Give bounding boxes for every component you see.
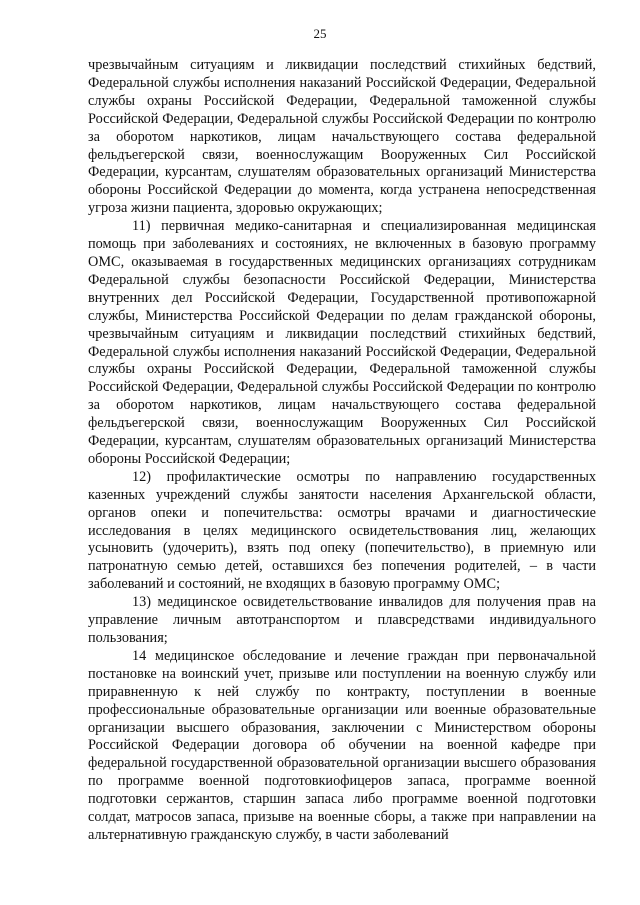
paragraph-item-13: 13) медицинское освидетельствование инвалидов для получения прав на управление личным автотранспортом и плавсредствами индивидуального пользования; bbox=[88, 594, 596, 646]
paragraph-item-14: 14 медицинское обследование и лечение граждан при первоначальной постановке на воинский учет, призыве или поступлении на военную службу или приравненную к ней службу по контракту, поступлении в военные профессиональные образовательные организации или военные образовательные организации высшего образования, заключении с Министерством обороны Российской Федерации договора об обучении на военной кафедре при федеральной государственной образовательной организации высшего образования по программе военной подготовкиофицеров запаса, программе военной подготовки сержантов, старшин запаса либо программе военной подготовки солдат, матросов запаса, призыве на военные сборы, а также при направлении на альтернативную гражданскую службу, в части заболеваний bbox=[88, 647, 596, 843]
page-number: 25 bbox=[313, 26, 327, 41]
paragraph-item-12: 12) профилактические осмотры по направлению государственных казенных учреждений службы занятости населения Архангельской области, органов опеки и попечительства: осмотры врачами и диагностические исследования в целях медицинского освидетельствования лиц, желающих усыновить (удочерить), взять под опеку (попечительство), в приемную или патронатную семью детей, оставшихся без попечения родителей, – в части заболеваний и состояний, не входящих в базовую программу ОМС; bbox=[88, 468, 596, 593]
paragraph-item-11: 11) первичная медико-санитарная и специализированная медицинская помощь при заболеваниях и состояниях, не включенных в базовую программу ОМС, оказываемая в государственных медицинских организациях сотрудникам Федеральной службы безопасности Российской Федерации, Министерства внутренних дел Российской Федерации, Государственной противопожарной службы, Министерства Российской Федерации по делам гражданской обороны, чрезвычайным ситуациям и ликвидации последствий стихийных бедствий, Федеральной службы исполнения наказаний Российской Федерации, Федеральной службы охраны Российской Федерации, Федеральной таможенной службы Российской Федерации, Федеральной службы Российской Федерации по контролю за оборотом наркотиков, лицам начальствующего состава федеральной фельдъегерской связи, военнослужащим Вооруженных Сил Российской Федерации, курсантам, слушателям образовательных организаций Министерства обороны Российской Федерации; bbox=[88, 218, 596, 467]
document-body bbox=[88, 57, 596, 845]
paragraph-continuation: чрезвычайным ситуациям и ликвидации последствий стихийных бедствий, Федеральной службы исполнения наказаний Российской Федерации, Федеральной службы охраны Российской Федерации, Федеральной таможенной службы Российской Федерации, Федеральной службы Российской Федерации по контролю за оборотом наркотиков, лицам начальствующего состава федеральной фельдъегерской связи, военнослужащим Вооруженных Сил Российской Федерации, курсантам, слушателям образовательных организаций Министерства обороны Российской Федерации до момента, когда устранена непосредственная угроза жизни пациента, здоровью окружающих; bbox=[88, 57, 596, 217]
